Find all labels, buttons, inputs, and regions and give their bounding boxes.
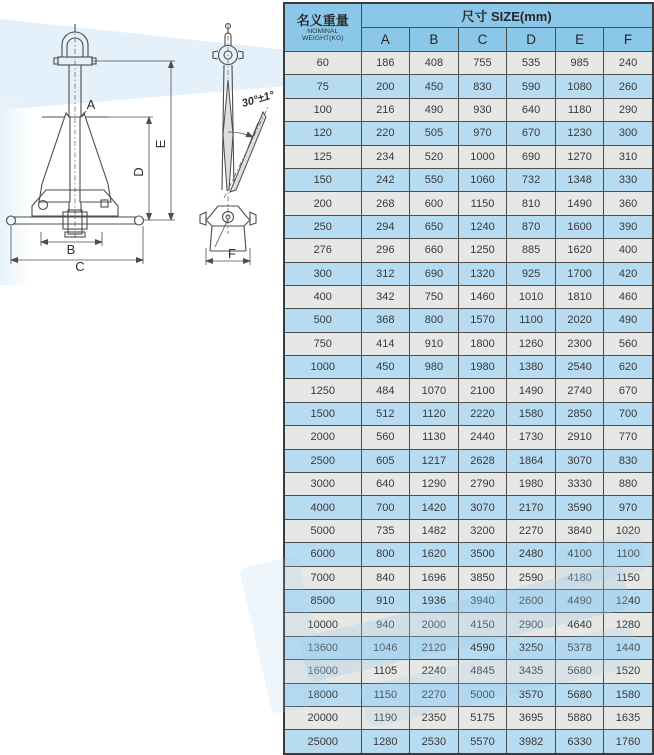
weight-header-cn: 名义重量 <box>296 12 349 28</box>
table-row <box>284 473 653 496</box>
dimension-cell: 1482 <box>410 519 459 542</box>
size-header: 尺寸 SIZE(mm) <box>361 3 653 28</box>
dimension-cell: 186 <box>361 52 410 75</box>
dimension-cell: 2628 <box>458 449 507 472</box>
dimension-cell: 200 <box>361 75 410 98</box>
dimension-cell: 1348 <box>555 168 604 191</box>
table-row <box>284 75 653 98</box>
dimension-cell: 1217 <box>410 449 459 472</box>
dimension-d <box>108 117 153 220</box>
dimension-cell: 1010 <box>507 285 556 308</box>
header-row-1 <box>284 3 653 28</box>
dimension-cell: 4180 <box>555 566 604 589</box>
weight-cell: 100 <box>284 98 361 121</box>
dimension-cell: 560 <box>604 332 653 355</box>
dimension-cell: 1520 <box>604 660 653 683</box>
column-header-a: A <box>361 28 410 52</box>
table-row <box>284 192 653 215</box>
dimension-cell: 342 <box>361 285 410 308</box>
dimension-cell: 4590 <box>458 636 507 659</box>
weight-cell: 1250 <box>284 379 361 402</box>
weight-cell: 125 <box>284 145 361 168</box>
dimension-cell: 940 <box>361 613 410 636</box>
dimension-cell: 970 <box>458 122 507 145</box>
dimension-cell: 1290 <box>410 473 459 496</box>
table-row <box>284 496 653 519</box>
dimension-cell: 505 <box>410 122 459 145</box>
weight-cell: 20000 <box>284 706 361 729</box>
dimension-cell: 1270 <box>555 145 604 168</box>
anchor-size-table <box>283 2 654 755</box>
dimension-cell: 1580 <box>604 683 653 706</box>
dimension-c <box>11 226 143 274</box>
dimension-cell: 1620 <box>555 239 604 262</box>
dimension-cell: 605 <box>361 449 410 472</box>
dimension-cell: 1936 <box>410 589 459 612</box>
weight-cell: 500 <box>284 309 361 332</box>
dimension-cell: 1490 <box>555 192 604 215</box>
dimension-cell: 1696 <box>410 566 459 589</box>
table-row <box>284 168 653 191</box>
dimension-cell: 1440 <box>604 636 653 659</box>
dimension-cell: 2740 <box>555 379 604 402</box>
table-row <box>284 122 653 145</box>
dimension-cell: 1730 <box>507 426 556 449</box>
dimension-cell: 1864 <box>507 449 556 472</box>
dimension-cell: 535 <box>507 52 556 75</box>
table-row <box>284 332 653 355</box>
weight-cell: 25000 <box>284 730 361 754</box>
dimension-cell: 560 <box>361 426 410 449</box>
dimension-cell: 1620 <box>410 543 459 566</box>
dimension-cell: 360 <box>604 192 653 215</box>
dimension-cell: 735 <box>361 519 410 542</box>
dimension-cell: 312 <box>361 262 410 285</box>
anchor-front-view-drawing <box>2 20 187 272</box>
column-header-d: D <box>507 28 556 52</box>
weight-cell: 750 <box>284 332 361 355</box>
table-row <box>284 239 653 262</box>
table-row <box>284 660 653 683</box>
dimension-cell: 885 <box>507 239 556 262</box>
dimension-cell: 870 <box>507 215 556 238</box>
dimension-cell: 732 <box>507 168 556 191</box>
dimension-cell: 3250 <box>507 636 556 659</box>
weight-cell: 2000 <box>284 426 361 449</box>
dimension-cell: 1100 <box>507 309 556 332</box>
dimension-cell: 1120 <box>410 402 459 425</box>
dimension-cell: 330 <box>604 168 653 191</box>
dimension-cell: 600 <box>410 192 459 215</box>
weight-header-en2: WEIGHT(KG) <box>301 35 344 42</box>
column-header-c: C <box>458 28 507 52</box>
dimension-cell: 5880 <box>555 706 604 729</box>
dimension-cell: 1760 <box>604 730 653 754</box>
dimension-cell: 830 <box>604 449 653 472</box>
dimension-cell: 640 <box>507 98 556 121</box>
weight-cell: 60 <box>284 52 361 75</box>
weight-cell: 8500 <box>284 589 361 612</box>
dimension-cell: 260 <box>604 75 653 98</box>
weight-cell: 3000 <box>284 473 361 496</box>
dimension-cell: 910 <box>410 332 459 355</box>
dimension-cell: 1180 <box>555 98 604 121</box>
dimension-cell: 6330 <box>555 730 604 754</box>
dimension-cell: 1070 <box>410 379 459 402</box>
dimension-cell: 3840 <box>555 519 604 542</box>
weight-column-header <box>284 3 361 52</box>
weight-cell: 2500 <box>284 449 361 472</box>
dimension-cell: 2220 <box>458 402 507 425</box>
table-row <box>284 215 653 238</box>
table-row <box>284 145 653 168</box>
dimension-cell: 770 <box>604 426 653 449</box>
dimension-cell: 670 <box>507 122 556 145</box>
weight-cell: 276 <box>284 239 361 262</box>
dimension-cell: 1150 <box>361 683 410 706</box>
dimension-cell: 1060 <box>458 168 507 191</box>
dimension-cell: 690 <box>410 262 459 285</box>
dimension-cell: 1420 <box>410 496 459 519</box>
dimension-cell: 1260 <box>507 332 556 355</box>
dimension-cell: 512 <box>361 402 410 425</box>
dimension-cell: 520 <box>410 145 459 168</box>
dimension-cell: 296 <box>361 239 410 262</box>
dim-label-f: F <box>228 246 236 261</box>
dimension-cell: 1100 <box>604 543 653 566</box>
weight-cell: 75 <box>284 75 361 98</box>
table-row <box>284 449 653 472</box>
dimension-cell: 3695 <box>507 706 556 729</box>
shackle <box>54 32 96 65</box>
dimension-cell: 1240 <box>604 589 653 612</box>
dimension-cell: 450 <box>361 356 410 379</box>
dimension-cell: 4100 <box>555 543 604 566</box>
dimension-cell: 2790 <box>458 473 507 496</box>
dimension-cell: 242 <box>361 168 410 191</box>
table-row <box>284 309 653 332</box>
weight-cell: 200 <box>284 192 361 215</box>
dimension-cell: 590 <box>507 75 556 98</box>
weight-cell: 1000 <box>284 356 361 379</box>
dimension-cell: 840 <box>361 566 410 589</box>
dimension-cell: 1980 <box>458 356 507 379</box>
dimension-cell: 1980 <box>507 473 556 496</box>
dimension-cell: 3570 <box>507 683 556 706</box>
dimension-cell: 2540 <box>555 356 604 379</box>
dimension-cell: 1580 <box>507 402 556 425</box>
dimension-cell: 1080 <box>555 75 604 98</box>
dimension-cell: 3982 <box>507 730 556 754</box>
dimension-cell: 910 <box>361 589 410 612</box>
table-row <box>284 589 653 612</box>
dimension-cell: 268 <box>361 192 410 215</box>
dimension-cell: 1635 <box>604 706 653 729</box>
dimension-cell: 880 <box>604 473 653 496</box>
weight-cell: 300 <box>284 262 361 285</box>
column-header-f: F <box>604 28 653 52</box>
dimension-cell: 1150 <box>604 566 653 589</box>
table-row <box>284 519 653 542</box>
dimension-cell: 620 <box>604 356 653 379</box>
dimension-cell: 2100 <box>458 379 507 402</box>
table-row <box>284 613 653 636</box>
dimension-cell: 294 <box>361 215 410 238</box>
weight-cell: 400 <box>284 285 361 308</box>
dimension-cell: 2910 <box>555 426 604 449</box>
dimension-cell: 2850 <box>555 402 604 425</box>
table-body <box>284 52 653 754</box>
dimension-cell: 670 <box>604 379 653 402</box>
dimension-cell: 290 <box>604 98 653 121</box>
weight-cell: 18000 <box>284 683 361 706</box>
dimension-cell: 2440 <box>458 426 507 449</box>
dimension-cell: 2000 <box>410 613 459 636</box>
dim-label-e: E <box>153 139 168 149</box>
dimension-cell: 420 <box>604 262 653 285</box>
dimension-cell: 368 <box>361 309 410 332</box>
dimension-cell: 414 <box>361 332 410 355</box>
dimension-cell: 1190 <box>361 706 410 729</box>
dimension-cell: 2240 <box>410 660 459 683</box>
weight-cell: 150 <box>284 168 361 191</box>
dimension-cell: 980 <box>410 356 459 379</box>
dimension-cell: 240 <box>604 52 653 75</box>
table-row <box>284 426 653 449</box>
dimension-cell: 925 <box>507 262 556 285</box>
table-row <box>284 285 653 308</box>
dim-label-a: A <box>86 97 96 112</box>
column-header-b: B <box>410 28 459 52</box>
dimension-cell: 985 <box>555 52 604 75</box>
dimension-cell: 3940 <box>458 589 507 612</box>
dimension-cell: 234 <box>361 145 410 168</box>
dimension-cell: 830 <box>458 75 507 98</box>
table-row <box>284 402 653 425</box>
dimension-cell: 4490 <box>555 589 604 612</box>
dimension-cell: 810 <box>507 192 556 215</box>
weight-cell: 1500 <box>284 402 361 425</box>
dimension-cell: 1700 <box>555 262 604 285</box>
dimension-cell: 5378 <box>555 636 604 659</box>
dimension-cell: 460 <box>604 285 653 308</box>
dimension-cell: 3590 <box>555 496 604 519</box>
dimension-cell: 700 <box>604 402 653 425</box>
dimension-cell: 408 <box>410 52 459 75</box>
dimension-cell: 2300 <box>555 332 604 355</box>
dimension-cell: 1460 <box>458 285 507 308</box>
dimension-cell: 5175 <box>458 706 507 729</box>
dimension-cell: 640 <box>361 473 410 496</box>
dimension-cell: 755 <box>458 52 507 75</box>
dimension-cell: 1000 <box>458 145 507 168</box>
dimension-cell: 1810 <box>555 285 604 308</box>
dimension-cell: 2600 <box>507 589 556 612</box>
dimension-cell: 750 <box>410 285 459 308</box>
fluke-closed <box>223 80 233 190</box>
weight-cell: 16000 <box>284 660 361 683</box>
dimension-cell: 1380 <box>507 356 556 379</box>
dimension-cell: 2900 <box>507 613 556 636</box>
dimension-cell: 4640 <box>555 613 604 636</box>
table-row <box>284 566 653 589</box>
dimension-cell: 2270 <box>507 519 556 542</box>
dimension-cell: 4845 <box>458 660 507 683</box>
dimension-cell: 2270 <box>410 683 459 706</box>
dimension-cell: 550 <box>410 168 459 191</box>
dimension-cell: 970 <box>604 496 653 519</box>
dimension-cell: 5680 <box>555 683 604 706</box>
weight-cell: 13600 <box>284 636 361 659</box>
column-header-e: E <box>555 28 604 52</box>
table-row <box>284 52 653 75</box>
table-row <box>284 379 653 402</box>
dimension-cell: 700 <box>361 496 410 519</box>
dimension-cell: 490 <box>410 98 459 121</box>
dimension-b <box>41 232 102 257</box>
dimension-cell: 800 <box>410 309 459 332</box>
dimension-cell: 660 <box>410 239 459 262</box>
dimension-cell: 3200 <box>458 519 507 542</box>
dimension-cell: 1280 <box>604 613 653 636</box>
dim-label-d: D <box>131 167 146 177</box>
dimension-cell: 5000 <box>458 683 507 706</box>
dimension-cell: 3435 <box>507 660 556 683</box>
dimension-cell: 3330 <box>555 473 604 496</box>
table-row <box>284 636 653 659</box>
dimension-cell: 2120 <box>410 636 459 659</box>
weight-cell: 10000 <box>284 613 361 636</box>
dimension-cell: 800 <box>361 543 410 566</box>
dimension-cell: 450 <box>410 75 459 98</box>
dim-label-b: B <box>66 242 76 257</box>
dimension-cell: 390 <box>604 215 653 238</box>
dimension-cell: 2590 <box>507 566 556 589</box>
dimension-cell: 5570 <box>458 730 507 754</box>
weight-cell: 7000 <box>284 566 361 589</box>
dimension-cell: 1600 <box>555 215 604 238</box>
fluke-angle <box>228 89 276 137</box>
dimension-cell: 650 <box>410 215 459 238</box>
table-row <box>284 98 653 121</box>
dimension-cell: 1280 <box>361 730 410 754</box>
dimension-cell: 2170 <box>507 496 556 519</box>
dimension-cell: 4150 <box>458 613 507 636</box>
dim-label-c: C <box>75 259 85 274</box>
table-row <box>284 543 653 566</box>
dimension-cell: 2350 <box>410 706 459 729</box>
dimension-cell: 1150 <box>458 192 507 215</box>
dimension-cell: 3850 <box>458 566 507 589</box>
dimension-cell: 1240 <box>458 215 507 238</box>
dimension-cell: 1105 <box>361 660 410 683</box>
dimension-cell: 400 <box>604 239 653 262</box>
dimension-cell: 484 <box>361 379 410 402</box>
table-row <box>284 683 653 706</box>
dimension-cell: 1320 <box>458 262 507 285</box>
dimension-cell: 490 <box>604 309 653 332</box>
table-row <box>284 262 653 285</box>
dimension-cell: 1570 <box>458 309 507 332</box>
weight-cell: 6000 <box>284 543 361 566</box>
dimension-cell: 220 <box>361 122 410 145</box>
dimension-cell: 1800 <box>458 332 507 355</box>
dimension-cell: 1230 <box>555 122 604 145</box>
dimension-cell: 310 <box>604 145 653 168</box>
table-row <box>284 706 653 729</box>
dimension-cell: 2480 <box>507 543 556 566</box>
dimension-cell: 930 <box>458 98 507 121</box>
dimension-cell: 2530 <box>410 730 459 754</box>
weight-cell: 4000 <box>284 496 361 519</box>
anchor-side-view-drawing <box>188 20 283 272</box>
anchor-diagrams <box>0 0 283 300</box>
dimension-cell: 216 <box>361 98 410 121</box>
dimension-cell: 1490 <box>507 379 556 402</box>
dimension-cell: 1020 <box>604 519 653 542</box>
dimension-cell: 690 <box>507 145 556 168</box>
table-row <box>284 730 653 754</box>
weight-header-en1: NOMINAL <box>307 27 339 35</box>
dimension-cell: 3500 <box>458 543 507 566</box>
dimension-cell: 3070 <box>458 496 507 519</box>
table-row <box>284 356 653 379</box>
dimension-cell: 3070 <box>555 449 604 472</box>
dimension-a <box>82 97 96 117</box>
dimension-cell: 2020 <box>555 309 604 332</box>
weight-cell: 120 <box>284 122 361 145</box>
dimension-cell: 1046 <box>361 636 410 659</box>
dimension-cell: 5680 <box>555 660 604 683</box>
dimension-cell: 1250 <box>458 239 507 262</box>
dimension-cell: 1130 <box>410 426 459 449</box>
weight-cell: 250 <box>284 215 361 238</box>
dimension-f <box>206 246 250 265</box>
dimension-cell: 300 <box>604 122 653 145</box>
weight-cell: 5000 <box>284 519 361 542</box>
angle-label: 30°±1° <box>240 89 276 110</box>
